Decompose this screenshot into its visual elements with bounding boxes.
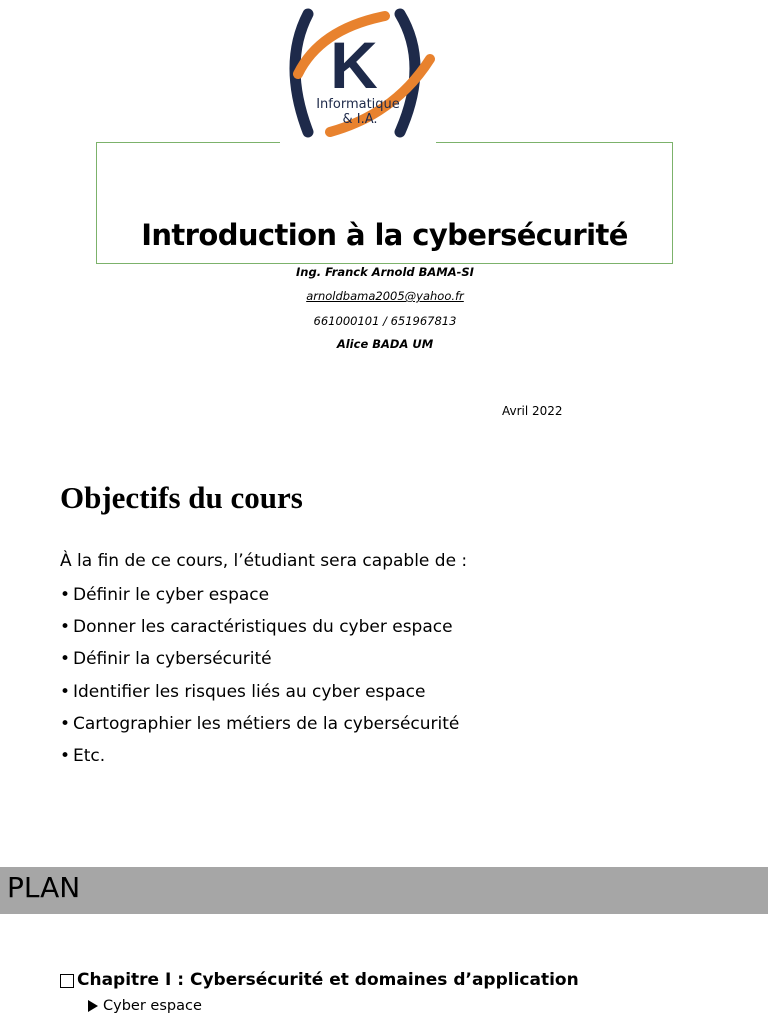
bullet-icon: •: [60, 649, 71, 670]
author-name: Ing. Franck Arnold BAMA-SI: [296, 265, 474, 279]
objectives-intro: À la fin de ce cours, l’étudiant sera capable de :: [60, 551, 468, 571]
list-item-text: Cartographier les métiers de la cybersécurité: [73, 713, 460, 734]
title-frame-gap: [280, 139, 436, 147]
list-item: [60, 680, 459, 712]
list-item: [60, 712, 459, 744]
list-item-text: Définir la cybersécurité: [73, 649, 272, 670]
author-phones: 661000101 / 651967813: [313, 314, 457, 328]
k-informatique-logo: [280, 4, 440, 144]
bullet-icon: •: [60, 745, 71, 766]
logo-line2: & I.A.: [342, 112, 378, 127]
list-item: [60, 647, 459, 679]
objectives-heading: Objectifs du cours: [60, 480, 303, 515]
author-email-link[interactable]: arnoldbama2005@yahoo.fr: [306, 289, 464, 303]
chapter-item: [60, 970, 579, 990]
checkbox-bullet-icon: [60, 974, 74, 988]
list-item: [60, 744, 459, 776]
bullet-icon: •: [60, 617, 71, 638]
list-item-text: Identifier les risques liés au cyber espace: [73, 681, 426, 702]
document-date: Avril 2022: [502, 404, 563, 418]
objectives-list: [60, 583, 459, 776]
subitem-text: Cyber espace: [103, 998, 202, 1014]
logo-line1: Informatique: [316, 97, 400, 112]
logo-right-paren-icon: [400, 14, 415, 132]
bullet-icon: •: [60, 585, 71, 605]
list-item-text: Etc.: [73, 745, 106, 766]
coauthor-name: Alice BADA UM: [336, 337, 434, 351]
document-title: Introduction à la cybersécurité: [141, 218, 628, 252]
logo-letter: K: [330, 28, 378, 102]
bullet-icon: •: [60, 681, 71, 702]
list-item-text: Donner les caractéristiques du cyber espace: [73, 617, 453, 638]
chapter-title: Chapitre I : Cybersécurité et domaines d’application: [77, 970, 579, 990]
list-item: [60, 583, 459, 615]
list-item: [60, 615, 459, 647]
chapter-subitem: [88, 998, 202, 1014]
bullet-icon: •: [60, 713, 71, 734]
list-item-text: Définir le cyber espace: [73, 585, 270, 605]
plan-header-bar: [0, 867, 768, 914]
plan-heading: PLAN: [7, 871, 81, 904]
arrow-bullet-icon: [88, 1000, 98, 1012]
